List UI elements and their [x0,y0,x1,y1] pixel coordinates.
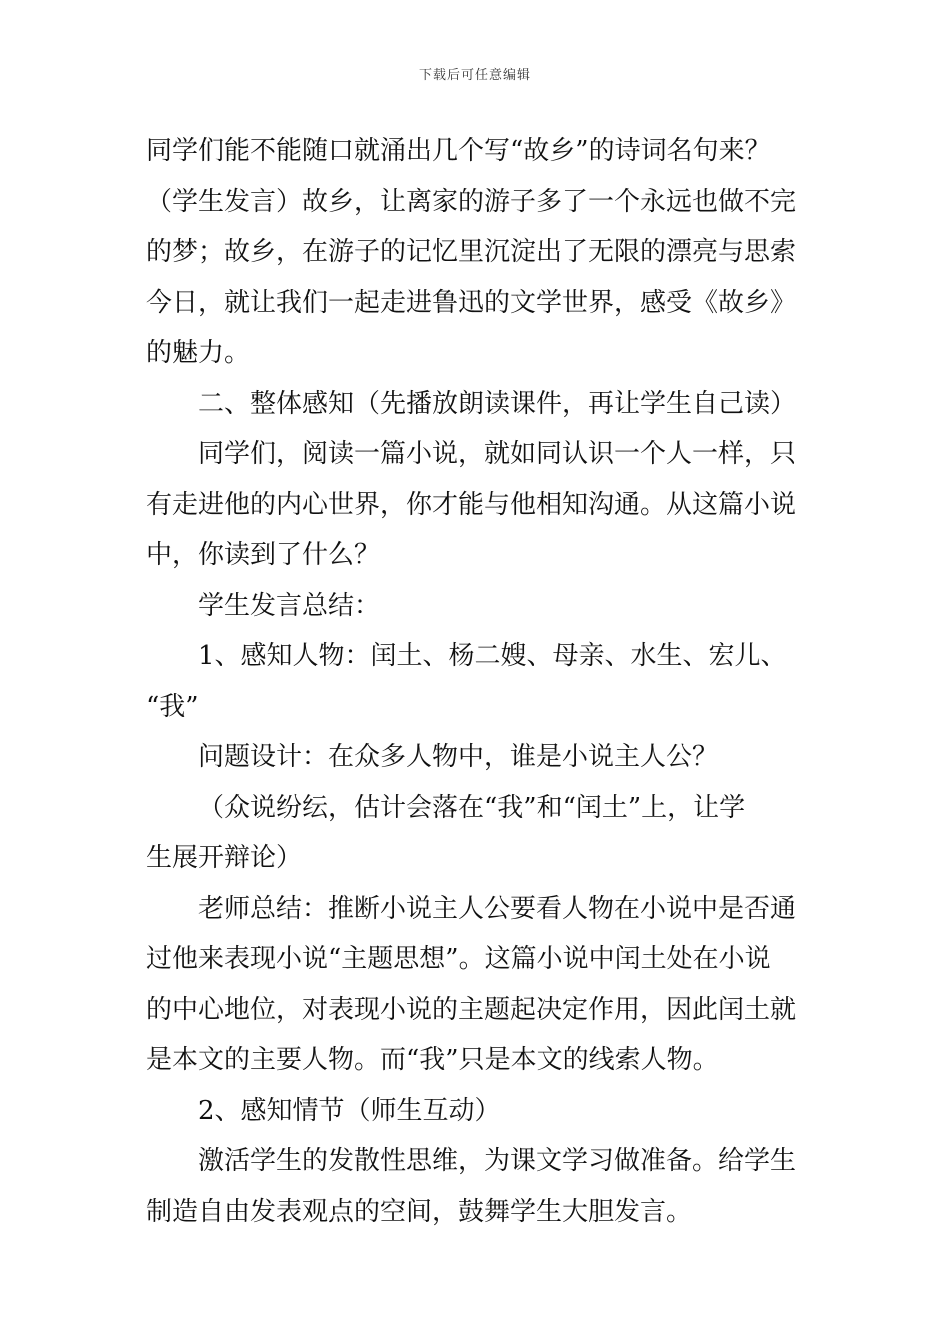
text-line: 激活学生的发散性思维，为课文学习做准备。给学生 [198,1146,797,1176]
text-line: 今日，就让我们一起走进鲁迅的文学世界，感受《故乡》 [146,287,797,318]
page-header: 下载后可任意编辑 [418,68,531,83]
text-line: 生展开辩论） [146,843,303,873]
section-heading: 二、整体感知（先播放朗读课件，再让学生自己读） [198,388,797,419]
text-line: 是本文的主要人物。而“我”只是本文的线索人物。 [146,1045,719,1075]
text-line: 同学们能不能随口就涌出几个写“故乡”的诗词名句来？ [146,136,771,166]
text-line: “我” [146,691,199,722]
document-body [146,126,806,1237]
text-line: 学生发言总结： [198,590,381,621]
list-item: 1、感知人物：闰土、杨二嫂、母亲、水生、宏儿、 [198,641,787,671]
text-line: 的中心地位，对表现小说的主题起决定作用，因此闰土就 [146,994,797,1025]
text-line: 的魅力。 [146,338,251,368]
text-line: 的梦；故乡，在游子的记忆里沉淀出了无限的漂亮与思索 [146,237,797,267]
text-line: 有走进他的内心世界，你才能与他相知沟通。从这篇小说 [146,489,797,520]
text-line: （众说纷纭，估计会落在“我”和“闰土”上，让学 [198,792,746,823]
text-line: 老师总结：推断小说主人公要看人物在小说中是否通 [198,893,797,924]
text-line: 中，你读到了什么？ [146,540,381,570]
text-line: 制造自由发表观点的空间，鼓舞学生大胆发言。 [146,1196,693,1227]
text-line: （学生发言）故乡，让离家的游子多了一个永远也做不完 [146,186,797,217]
text-line: 问题设计：在众多人物中，谁是小说主人公？ [198,742,719,772]
text-line: 同学们，阅读一篇小说，就如同认识一个人一样，只 [198,439,797,469]
list-item: 2、感知情节（师生互动） [198,1095,501,1126]
text-line: 过他来表现小说“主题思想”。这篇小说中闰土处在小说 [146,944,771,974]
